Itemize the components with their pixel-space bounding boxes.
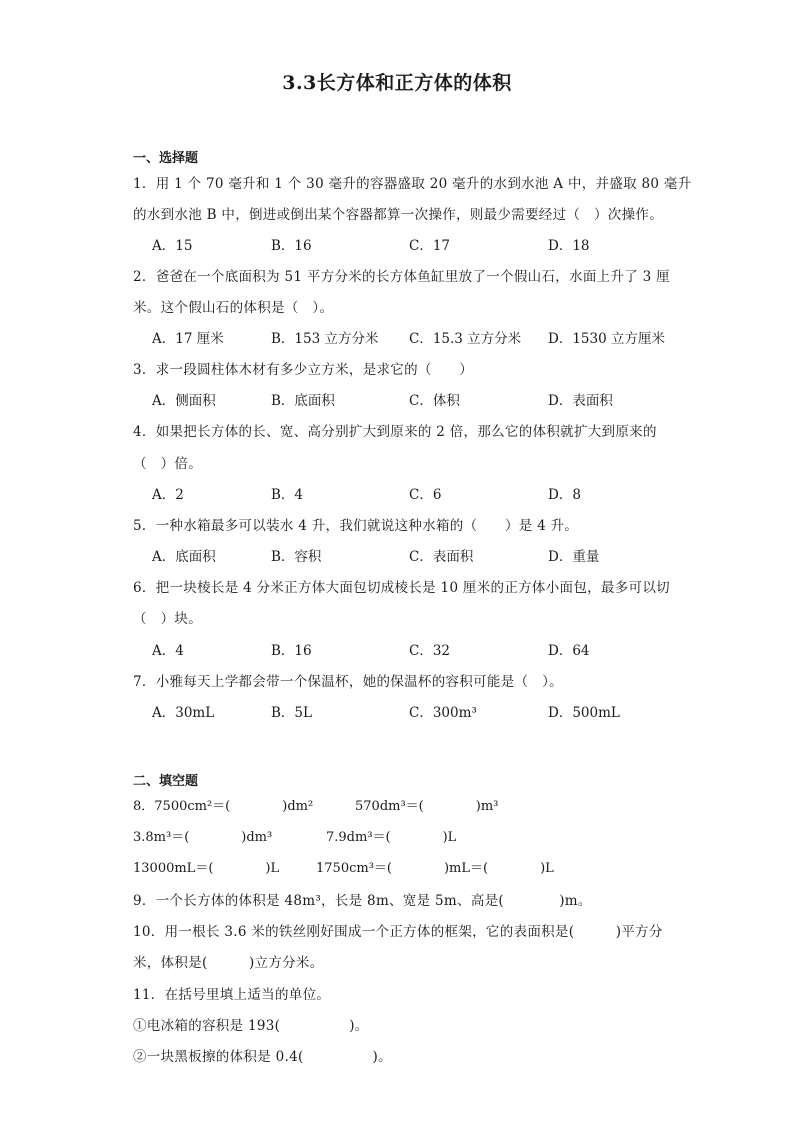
q1-option-d: D．18 bbox=[548, 238, 590, 254]
q4-option-b: B．4 bbox=[271, 487, 304, 503]
q4-option-a: A．2 bbox=[152, 487, 184, 503]
q6-option-c: C．32 bbox=[409, 643, 451, 659]
question-1-line-1: 1．用 1 个 70 毫升和 1 个 30 毫升的容器盛取 20 毫升的水到水池 A 中，并盛取 80 毫升 bbox=[133, 176, 692, 192]
q7-option-b: B．5L bbox=[271, 705, 312, 721]
q3-option-d: D．表面积 bbox=[548, 393, 613, 409]
q6-option-a: A．4 bbox=[152, 643, 184, 659]
q7-option-d: D．500mL bbox=[548, 705, 620, 721]
q8-row2-right: 7.9dm³＝( )L bbox=[326, 830, 457, 845]
question-7-line-1: 7．小雅每天上学都会带一个保温杯，她的保温杯的容积可能是（ ）。 bbox=[133, 674, 563, 690]
q5-option-c: C．表面积 bbox=[409, 549, 474, 565]
section-heading-fill: 二、填空题 bbox=[133, 774, 199, 789]
q6-option-d: D．64 bbox=[548, 643, 590, 659]
q2-option-d: D．1530 立方厘米 bbox=[548, 331, 665, 347]
q8-row2-left: 3.8m³＝( )dm³ bbox=[133, 830, 273, 845]
page-title: 3.3长方体和正方体的体积 bbox=[282, 72, 512, 94]
q5-option-d: D．重量 bbox=[548, 549, 600, 565]
q3-option-b: B．底面积 bbox=[271, 393, 335, 409]
question-11-line-1: 11．在括号里填上适当的单位。 bbox=[133, 987, 331, 1003]
q7-option-c: C．300m³ bbox=[409, 705, 477, 721]
question-3-line-1: 3．求一段圆柱体木材有多少立方米，是求它的（ ） bbox=[133, 362, 474, 378]
question-1-line-2: 的水到水池 B 中，倒进或倒出某个容器都算一次操作，则最少需要经过（ ）次操作。 bbox=[133, 207, 664, 223]
q8-row1-right: 570dm³＝( )m³ bbox=[355, 799, 499, 814]
question-10-line-1: 10．用一根长 3.6 米的铁丝刚好围成一个正方体的框架，它的表面积是( )平方分 bbox=[133, 924, 663, 940]
q4-option-c: C．6 bbox=[409, 487, 442, 503]
q2-option-a: A．17 厘米 bbox=[152, 331, 224, 347]
question-6-line-2: （ ）块。 bbox=[133, 611, 202, 627]
q8-row3-left: 13000mL＝( )L bbox=[133, 861, 280, 876]
question-6-line-1: 6．把一块棱长是 4 分米正方体大面包切成棱长是 10 厘米的正方体小面包，最多可以切 bbox=[133, 580, 670, 596]
q6-option-b: B．16 bbox=[271, 643, 312, 659]
q5-option-a: A．底面积 bbox=[152, 549, 216, 565]
q1-option-b: B．16 bbox=[271, 238, 312, 254]
question-9-line-1: 9．一个长方体的体积是 48m³，长是 8m、宽是 5m、高是( )m。 bbox=[133, 893, 592, 909]
q8-row1-left: 8．7500cm²＝( )dm² bbox=[133, 799, 314, 814]
q7-option-a: A．30mL bbox=[152, 705, 215, 721]
q5-option-b: B．容积 bbox=[271, 549, 322, 565]
q1-option-a: A．15 bbox=[152, 238, 193, 254]
q3-option-a: A．侧面积 bbox=[152, 393, 216, 409]
q8-row3-right: 1750cm³＝( )mL＝( )L bbox=[316, 861, 554, 876]
question-2-line-2: 米。这个假山石的体积是（ ）。 bbox=[133, 300, 334, 316]
question-11-sub-2: ②一块黑板擦的体积是 0.4( )。 bbox=[133, 1049, 392, 1065]
q3-option-c: C．体积 bbox=[409, 393, 460, 409]
question-5-line-1: 5．一种水箱最多可以装水 4 升，我们就说这种水箱的（ ）是 4 升。 bbox=[133, 518, 579, 534]
question-11-sub-1: ①电冰箱的容积是 193( )。 bbox=[133, 1018, 369, 1034]
q4-option-d: D．8 bbox=[548, 487, 581, 503]
section-heading-choice: 一、选择题 bbox=[133, 151, 199, 166]
question-4-line-1: 4．如果把长方体的长、宽、高分别扩大到原来的 2 倍，那么它的体积就扩大到原来的 bbox=[133, 424, 657, 440]
question-10-line-2: 米，体积是( )立方分米。 bbox=[133, 955, 324, 971]
q2-option-b: B．153 立方分米 bbox=[271, 331, 379, 347]
question-4-line-2: （ ）倍。 bbox=[133, 456, 202, 472]
q2-option-c: C．15.3 立方分米 bbox=[409, 331, 522, 347]
q1-option-c: C．17 bbox=[409, 238, 451, 254]
question-2-line-1: 2．爸爸在一个底面积为 51 平方分米的长方体鱼缸里放了一个假山石，水面上升了 3 厘 bbox=[133, 269, 670, 285]
